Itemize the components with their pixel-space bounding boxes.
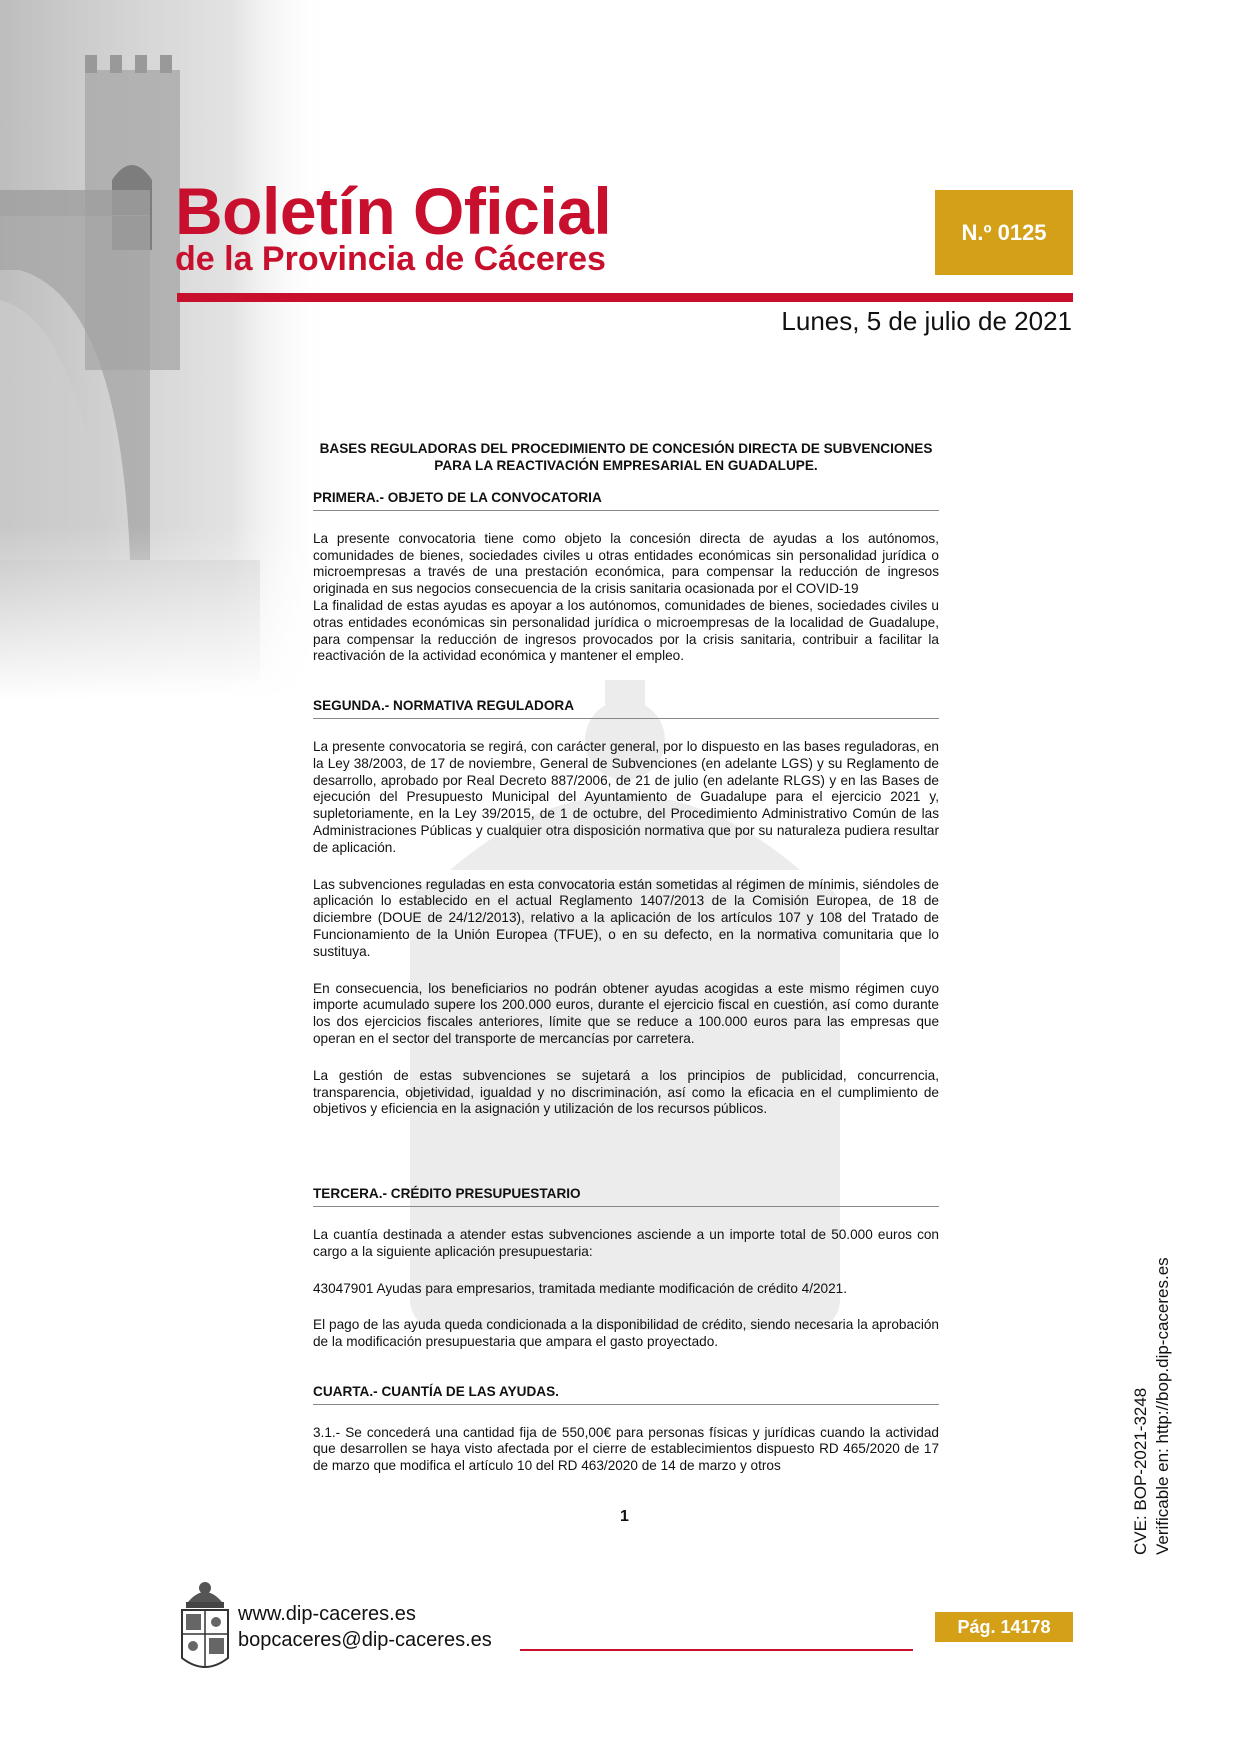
paragraph: La finalidad de estas ayudas es apoyar a los autónomos, comunidades de bienes, sociedades civiles u otras entidades económicas sin personalidad jurídica o microempresas de la localidad de Guadalupe, para compensar la reducción de ingresos provocados por la crisis sanitaria, contribuir a facilitar la reactivación de la actividad económica y mantener el empleo.: [313, 597, 939, 664]
issue-number: N.º 0125: [961, 219, 1047, 245]
masthead-title: Boletín Oficial: [175, 174, 612, 248]
section-heading-segunda: SEGUNDA.- NORMATIVA REGULADORA: [313, 698, 939, 719]
page-badge: [935, 1612, 1073, 1642]
bridge-background-image: [0, 0, 330, 700]
section-heading-tercera: TERCERA.- CRÉDITO PRESUPUESTARIO: [313, 1186, 939, 1207]
footer-divider: [520, 1649, 913, 1651]
issue-number-badge: [935, 190, 1073, 275]
footer-website-link[interactable]: www.dip-caceres.es: [238, 1603, 416, 1625]
paragraph: La presente convocatoria se regirá, con carácter general, por lo dispuesto en las bases reguladoras, en la Ley 38/2003, de 17 de noviembre, General de Subvenciones (en adelante LGS) y su Reglamento de desarrollo, aprobado por Real Decreto 887/2006, de 21 de julio (en adelante RLGS) y en las Bases de ejecución del Presupuesto Municipal del Ayuntamiento de Guadalupe para el ejercicio 2021 y, supletoriamente, en la Ley 39/2015, de 1 de octubre, del Procedimiento Administrativo Común de las Administraciones Públicas y cualquier otra disposición normativa que por su naturaleza pudiera resultar de aplicación.: [313, 738, 939, 855]
paragraph: Las subvenciones reguladas en esta convocatoria están sometidas al régimen de mínimis, siéndoles de aplicación lo establecido en el actual Reglamento 1407/2013 de la Comisión Europea, de 18 de diciembre (DOUE de 24/12/2013), relativo a la aplicación de los artículos 107 y 108 del Tratado de Funcionamiento de la Unión Europea (TFUE), o en su defecto, en la normativa comunitaria que lo sustituya.: [313, 876, 939, 959]
verification-url[interactable]: Verificable en: http://bop.dip-caceres.es: [1153, 1257, 1172, 1555]
paragraph: 43047901 Ayudas para empresarios, tramitada mediante modificación de crédito 4/2021.: [313, 1280, 848, 1296]
footer-email-link[interactable]: bopcaceres@dip-caceres.es: [238, 1629, 492, 1651]
section-heading-primera: PRIMERA.- OBJETO DE LA CONVOCATORIA: [313, 490, 939, 511]
paragraph: En consecuencia, los beneficiarios no podrán obtener ayudas acogidas a este mismo régimen cuyo importe acumulado supere los 200.000 euros, durante el ejercicio fiscal en cuestión, así como durante los dos ejercicios fiscales anteriores, límite que se reduce a 100.000 euros para las empresas que operan en el sector del transporte de mercancías por carretera.: [313, 980, 939, 1046]
page-number: 1: [620, 1508, 629, 1525]
section-heading-cuarta: CUARTA.- CUANTÍA DE LAS AYUDAS.: [313, 1384, 939, 1405]
province-crest-icon: [178, 1580, 232, 1676]
verification-note: [1130, 1257, 1174, 1555]
paragraph: La presente convocatoria tiene como objeto la concesión directa de ayudas a los autónomos, comunidades de bienes, sociedades civiles u otras entidades económicas sin personalidad jurídica o microempresas a través de una prestación económica, para compensar la reducción de ingresos originada en sus negocios consecuencia de la crisis sanitaria ocasionada por el COVID-19: [313, 530, 939, 597]
paragraph: La gestión de estas subvenciones se sujetará a los principios de publicidad, concurrencia, transparencia, objetividad, igualdad y no discriminación, así como la eficacia en el cumplimiento de objetivos y eficiencia en la asignación y utilización de los recursos públicos.: [313, 1067, 939, 1117]
page-label: Pág. 14178: [957, 1616, 1051, 1637]
cve-code: CVE: BOP-2021-3248: [1131, 1387, 1150, 1555]
document-title: BASES REGULADORAS DEL PROCEDIMIENTO DE CONCESIÓN DIRECTA DE SUBVENCIONES PARA LA REACTIVACIÓN EMPRESARIAL EN GUADALUPE.: [319, 441, 933, 473]
masthead-subtitle: de la Provincia de Cáceres: [175, 240, 606, 278]
paragraph: La cuantía destinada a atender estas subvenciones asciende a un importe total de 50.000 euros con cargo a la siguiente aplicación presupuestaria:: [313, 1226, 939, 1259]
masthead-divider: [177, 293, 1073, 302]
paragraph: El pago de las ayuda queda condicionada a la disponibilidad de crédito, siendo necesaria la aprobación de la modificación presupuestaria que ampara el gasto proyectado.: [313, 1317, 939, 1350]
document-body: [313, 490, 939, 1475]
publication-date: Lunes, 5 de julio de 2021: [781, 306, 1072, 336]
paragraph: 3.1.- Se concederá una cantidad fija de 550,00€ para personas físicas y jurídicas cuando la actividad que desarrollen se haya visto afectada por el cierre de establecimientos dispuesto RD 465/2020 de 17 de marzo que modifica el artículo 10 del RD 463/2020 de 14 de marzo y otros: [313, 1424, 939, 1474]
